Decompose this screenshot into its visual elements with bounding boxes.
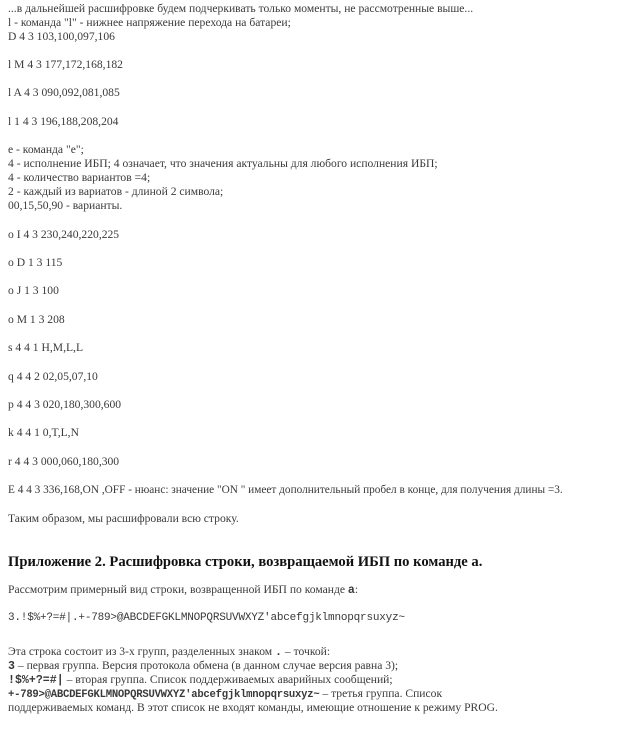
data-row: o D 1 3 115 [8, 256, 63, 269]
data-row: o M 1 3 208 [8, 313, 65, 326]
e-line-5: 00,15,50,90 - варианты. [8, 199, 123, 212]
e-line-3: 4 - количество вариантов =4; [8, 171, 151, 184]
e-line-2: 4 - исполнение ИБП; 4 означает, что значения актуальны для любого исполнения ИБП; [8, 157, 438, 170]
appendix-intro-cmd: a [347, 584, 355, 597]
data-row: p 4 4 3 020,180,300,600 [8, 398, 122, 411]
intro-line-1: ...в дальнейшей расшифровке будем подчеркивать только моменты, не рассмотренные выше... [8, 2, 474, 15]
group-2 [8, 673, 393, 688]
l-row: l A 4 3 090,092,081,085 [8, 86, 120, 99]
group-3-desc: – третья группа. Список [319, 687, 443, 700]
groups-text: Эта строка состоит из 3-х групп, разделенных знаком [8, 645, 273, 658]
data-row: o J 1 3 100 [8, 284, 59, 297]
data-row: r 4 4 3 000,060,180,300 [8, 455, 120, 468]
groups-intro [8, 645, 330, 660]
data-row: o I 4 3 230,240,220,225 [8, 228, 120, 241]
data-row: q 4 4 2 02,05,07,10 [8, 370, 98, 383]
group-3 [8, 687, 442, 702]
intro-line-2: l - команда "l" - нижнее напряжение перехода на батареи; [8, 16, 291, 29]
e-line-1: e - команда "e"; [8, 143, 84, 156]
e-line-4: 2 - каждый из вариатов - длиной 2 символа; [8, 185, 224, 198]
appendix-intro-text: Рассмотрим примерный вид строки, возвращенной ИБП по команде [8, 583, 345, 596]
l-row: l M 4 3 177,172,168,182 [8, 58, 123, 71]
groups-separator: . [275, 646, 282, 659]
conclusion: Таким образом, мы расшифровали всю строку. [8, 512, 239, 525]
group-3-continued: поддерживаемых команд. В этот список не входят команды, имеющие отношение к режиму PROG. [8, 701, 498, 714]
sample-string: 3.!$%+?=#|.+-789>@ABCDEFGKLMNOPQRSUVWXYZ'abcefgjklmnopqrsuxyz~ [8, 612, 405, 624]
l-row: l 1 4 3 196,188,208,204 [8, 115, 119, 128]
appendix-title: Приложение 2. Расшифровка строки, возвращаемой ИБП по команде a. [8, 554, 483, 570]
groups-end: – точкой: [284, 645, 331, 658]
group-1 [8, 659, 398, 674]
group-1-desc: – первая группа. Версия протокола обмена (в данном случае версия равна 3); [14, 659, 399, 672]
data-row: E 4 4 3 336,168,ON ,OFF - нюанс: значение "ON " имеет дополнительный пробел в конце, для получения длины =3. [8, 484, 563, 496]
group-3-code: +-789>@ABCDEFGKLMNOPQRSUVWXYZ'abcefgjklmnopqrsuxyz~ [8, 689, 320, 701]
group-2-code: !$%+?=#| [8, 674, 64, 687]
data-row: s 4 4 1 H,M,L,L [8, 341, 84, 354]
appendix-intro-end: : [354, 583, 359, 596]
group-1-code: 3 [8, 660, 15, 673]
intro-line-3: D 4 3 103,100,097,106 [8, 30, 115, 43]
data-row: k 4 4 1 0,T,L,N [8, 426, 79, 439]
appendix-intro [8, 583, 358, 598]
group-2-desc: – вторая группа. Список поддерживаемых аварийных сообщений; [63, 673, 393, 686]
